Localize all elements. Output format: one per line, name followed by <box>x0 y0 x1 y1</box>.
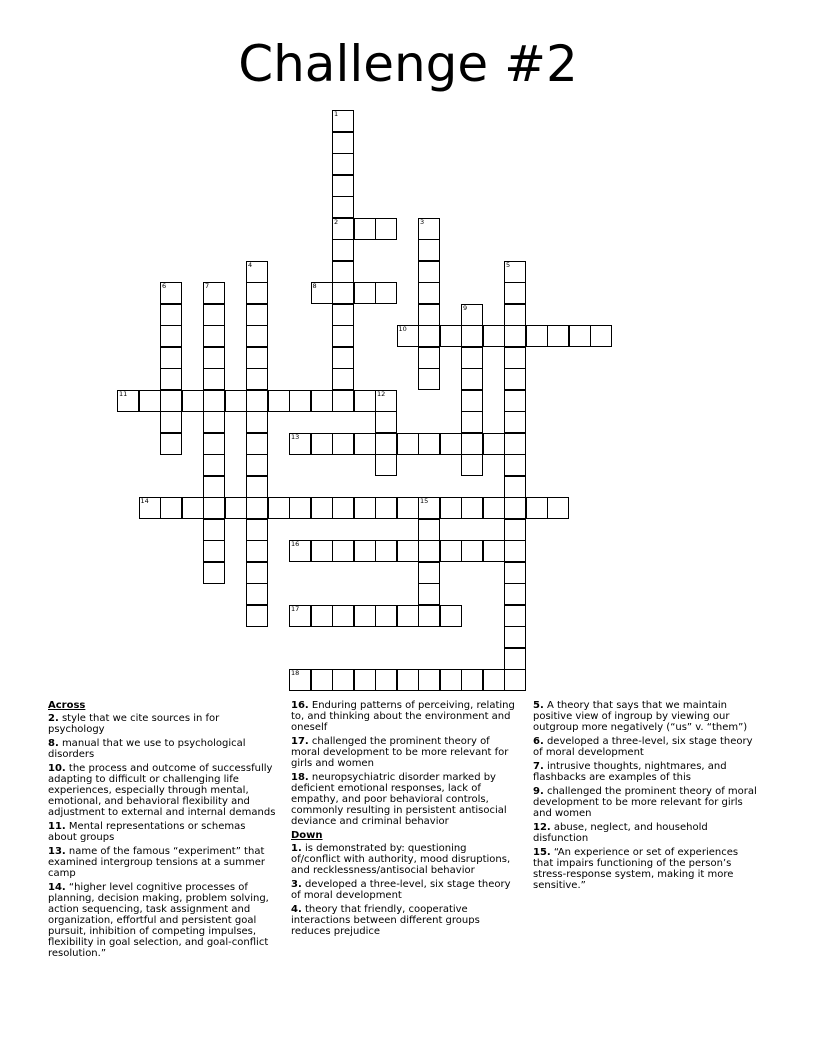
grid-cell[interactable] <box>246 325 268 347</box>
grid-cell[interactable] <box>332 433 354 455</box>
grid-cell[interactable] <box>203 540 225 562</box>
grid-cell[interactable] <box>354 390 376 412</box>
grid-cell[interactable] <box>504 669 526 691</box>
grid-cell[interactable] <box>440 497 462 519</box>
grid-cell[interactable] <box>203 562 225 584</box>
grid-cell[interactable] <box>289 605 311 627</box>
puzzle-title: Challenge #2 <box>238 35 578 93</box>
clue-number: 18 <box>291 669 300 677</box>
grid-cell[interactable] <box>332 304 354 326</box>
grid-cell[interactable] <box>461 540 483 562</box>
grid-cell[interactable] <box>160 390 182 412</box>
grid-cell[interactable] <box>332 390 354 412</box>
grid-cell[interactable] <box>311 669 333 691</box>
clue-number: 7 <box>205 282 210 290</box>
grid-cell[interactable] <box>418 261 440 283</box>
grid-cell[interactable] <box>160 325 182 347</box>
grid-cell[interactable] <box>246 261 268 283</box>
grid-cell[interactable] <box>246 497 268 519</box>
grid-cell[interactable] <box>225 390 247 412</box>
clue-across-11: 11. Mental representations or schemas about groups <box>48 821 246 843</box>
clue-number: 5 <box>506 260 511 269</box>
clue-number: 10 <box>398 325 407 333</box>
grid-cell[interactable] <box>440 540 462 562</box>
grid-cell[interactable] <box>311 497 333 519</box>
clue-across-2: 2. style that we cite sources in for psychology <box>48 713 220 735</box>
grid-cell[interactable] <box>526 497 548 519</box>
grid-cell[interactable] <box>440 433 462 455</box>
grid-cell[interactable] <box>203 454 225 476</box>
grid-cell[interactable] <box>375 669 397 691</box>
grid-cell[interactable] <box>203 347 225 369</box>
grid-cell[interactable] <box>332 540 354 562</box>
grid-cell[interactable] <box>289 669 311 691</box>
clue-number: 11 <box>119 389 128 398</box>
grid-cell[interactable] <box>246 476 268 498</box>
grid-cell[interactable] <box>483 433 505 455</box>
clue-number: 16 <box>291 540 300 548</box>
grid-cell[interactable] <box>440 605 462 627</box>
clue-down-3: 3. developed a three-level, six stage theory of moral development <box>291 879 511 901</box>
clue-number: 8 <box>312 282 317 290</box>
clue-across-8: 8. manual that we use to psychological disorders <box>48 738 246 760</box>
clue-number: 14 <box>140 497 149 505</box>
grid-cell[interactable] <box>203 433 225 455</box>
grid-cell[interactable] <box>332 218 354 240</box>
grid-cell[interactable] <box>203 519 225 541</box>
grid-cell[interactable] <box>418 304 440 326</box>
grid-cell[interactable] <box>375 540 397 562</box>
clue-down-4: 4. theory that friendly, cooperative interactions between different groups reduces prejudice <box>291 904 480 937</box>
grid-cell[interactable] <box>397 540 419 562</box>
clue-column-1 <box>48 700 276 962</box>
grid-cell[interactable] <box>160 368 182 390</box>
grid-cell[interactable] <box>332 605 354 627</box>
grid-cell[interactable] <box>504 583 526 605</box>
clue-across-14: 14. “higher level cognitive processes of planning, decision making, problem solving, action sequencing, task assignment and organization, effortful and persistent goal pursuit, inhibition of competing impulses, flexibility in goal selection, and goal-conflict resolution.” <box>48 882 269 959</box>
grid-cell[interactable] <box>246 454 268 476</box>
grid-cell[interactable] <box>461 454 483 476</box>
clue-number: 17 <box>291 604 300 613</box>
grid-cell[interactable] <box>461 497 483 519</box>
clue-number: 4 <box>248 260 253 269</box>
grid-cell[interactable] <box>246 368 268 390</box>
clue-down-5: 5. A theory that says that we maintain positive view of ingroup by viewing our outgroup more negatively (“us” v. “them”) <box>533 700 748 733</box>
grid-cell[interactable] <box>354 669 376 691</box>
clue-number: 2 <box>334 217 339 226</box>
grid-cell[interactable] <box>504 304 526 326</box>
clue-number: 15 <box>420 497 429 505</box>
grid-cell[interactable] <box>160 411 182 433</box>
grid-cell[interactable] <box>418 583 440 605</box>
grid-cell[interactable] <box>139 390 161 412</box>
grid-cell[interactable] <box>246 540 268 562</box>
grid-cell[interactable] <box>440 325 462 347</box>
grid-cell[interactable] <box>311 390 333 412</box>
grid-cell[interactable] <box>182 497 204 519</box>
grid-cell[interactable] <box>117 390 139 412</box>
grid-cell[interactable] <box>246 562 268 584</box>
grid-cell[interactable] <box>504 497 526 519</box>
grid-cell[interactable] <box>461 325 483 347</box>
grid-cell[interactable] <box>332 110 354 132</box>
grid-cell[interactable] <box>332 497 354 519</box>
grid-cell[interactable] <box>418 497 440 519</box>
grid-cell[interactable] <box>375 454 397 476</box>
grid-cell[interactable] <box>547 497 569 519</box>
grid-cell[interactable] <box>397 433 419 455</box>
grid-cell[interactable] <box>332 261 354 283</box>
grid-cell[interactable] <box>246 519 268 541</box>
clue-across-17: 17. challenged the prominent theory of moral development to be more relevant for girls and women <box>291 736 509 769</box>
grid-cell[interactable] <box>332 347 354 369</box>
grid-cell[interactable] <box>354 540 376 562</box>
clue-number: 1 <box>334 110 339 118</box>
clue-across-10: 10. the process and outcome of successfully adapting to difficult or challenging life experiences, especially through mental, emotional, and behavioral flexibility and adjustment to external and internal demands <box>48 763 276 818</box>
grid-cell[interactable] <box>526 325 548 347</box>
grid-cell[interactable] <box>332 669 354 691</box>
clue-down-9: 9. challenged the prominent theory of moral development to be more relevant for girls and women <box>533 786 757 819</box>
grid-cell[interactable] <box>461 411 483 433</box>
grid-cell[interactable] <box>504 261 526 283</box>
grid-cell[interactable] <box>547 325 569 347</box>
grid-cell[interactable] <box>418 239 440 261</box>
grid-cell[interactable] <box>440 669 462 691</box>
grid-cell[interactable] <box>418 282 440 304</box>
grid-cell[interactable] <box>504 476 526 498</box>
grid-cell[interactable] <box>418 325 440 347</box>
grid-cell[interactable] <box>160 497 182 519</box>
clue-number: 9 <box>463 303 468 312</box>
clue-across-13: 13. name of the famous “experiment” that examined intergroup tensions at a summer camp <box>48 846 265 879</box>
grid-cell[interactable] <box>160 304 182 326</box>
grid-cell[interactable] <box>375 497 397 519</box>
grid-cell[interactable] <box>418 562 440 584</box>
grid-cell[interactable] <box>375 390 397 412</box>
grid-cell[interactable] <box>461 669 483 691</box>
clue-number: 3 <box>420 217 425 226</box>
grid-cell[interactable] <box>375 218 397 240</box>
grid-cell[interactable] <box>289 497 311 519</box>
grid-cell[interactable] <box>504 605 526 627</box>
clue-down-1: 1. is demonstrated by: questioning of/conflict with authority, mood disruptions, and recklessness/antisocial behavior <box>291 843 511 876</box>
grid-cell[interactable] <box>461 347 483 369</box>
down-header: Down <box>291 830 323 841</box>
grid-cell[interactable] <box>504 390 526 412</box>
grid-cell[interactable] <box>332 282 354 304</box>
grid-cell[interactable] <box>160 347 182 369</box>
grid-cell[interactable] <box>203 282 225 304</box>
grid-cell[interactable] <box>418 347 440 369</box>
grid-cell[interactable] <box>418 605 440 627</box>
grid-cell[interactable] <box>203 325 225 347</box>
grid-cell[interactable] <box>332 196 354 218</box>
grid-cell[interactable] <box>504 562 526 584</box>
grid-cell[interactable] <box>289 540 311 562</box>
grid-cell[interactable] <box>504 411 526 433</box>
clue-down-15: 15. “An experience or set of experiences that impairs functioning of the person’s stress-response system, making it more sensitive.” <box>533 847 739 891</box>
across-header: Across <box>48 700 86 711</box>
grid-cell[interactable] <box>504 282 526 304</box>
grid-cell[interactable] <box>332 368 354 390</box>
grid-cell[interactable] <box>461 368 483 390</box>
grid-cell[interactable] <box>483 497 505 519</box>
clue-across-18: 18. neuropsychiatric disorder marked by deficient emotional responses, lack of empathy, and poor behavioral controls, commonly resulting in persistent antisocial deviance and criminal behavior <box>291 772 507 827</box>
grid-cell[interactable] <box>311 605 333 627</box>
grid-cell[interactable] <box>332 132 354 154</box>
grid-cell[interactable] <box>504 648 526 670</box>
grid-cell[interactable] <box>311 433 333 455</box>
grid-cell[interactable] <box>332 239 354 261</box>
grid-cell[interactable] <box>160 433 182 455</box>
clue-down-12: 12. abuse, neglect, and household disfunction <box>533 822 708 844</box>
clue-across-16: 16. Enduring patterns of perceiving, relating to, and thinking about the environment and oneself <box>291 700 515 733</box>
grid-cell[interactable] <box>354 433 376 455</box>
grid-cell[interactable] <box>268 390 290 412</box>
grid-cell[interactable] <box>246 583 268 605</box>
grid-cell[interactable] <box>418 669 440 691</box>
grid-cell[interactable] <box>375 605 397 627</box>
grid-cell[interactable] <box>246 304 268 326</box>
grid-cell[interactable] <box>569 325 591 347</box>
grid-cell[interactable] <box>590 325 612 347</box>
grid-cell[interactable] <box>246 347 268 369</box>
grid-cell[interactable] <box>311 540 333 562</box>
grid-cell[interactable] <box>246 433 268 455</box>
grid-cell[interactable] <box>332 175 354 197</box>
grid-cell[interactable] <box>160 282 182 304</box>
grid-cell[interactable] <box>418 218 440 240</box>
grid-cell[interactable] <box>504 540 526 562</box>
grid-cell[interactable] <box>397 325 419 347</box>
grid-cell[interactable] <box>375 433 397 455</box>
grid-cell[interactable] <box>504 519 526 541</box>
clue-number: 12 <box>377 389 386 398</box>
grid-cell[interactable] <box>332 153 354 175</box>
grid-cell[interactable] <box>203 368 225 390</box>
grid-cell[interactable] <box>139 497 161 519</box>
grid-cell[interactable] <box>504 368 526 390</box>
grid-cell[interactable] <box>397 669 419 691</box>
grid-cell[interactable] <box>354 605 376 627</box>
grid-cell[interactable] <box>375 411 397 433</box>
grid-cell[interactable] <box>418 433 440 455</box>
grid-cell[interactable] <box>504 626 526 648</box>
clue-number: 13 <box>291 432 300 441</box>
grid-cell[interactable] <box>203 497 225 519</box>
grid-cell[interactable] <box>268 497 290 519</box>
grid-cell[interactable] <box>246 411 268 433</box>
grid-cell[interactable] <box>461 390 483 412</box>
grid-cell[interactable] <box>504 454 526 476</box>
grid-cell[interactable] <box>182 390 204 412</box>
grid-cell[interactable] <box>246 390 268 412</box>
grid-cell[interactable] <box>354 497 376 519</box>
grid-cell[interactable] <box>418 368 440 390</box>
grid-cell[interactable] <box>504 325 526 347</box>
grid-cell[interactable] <box>418 540 440 562</box>
grid-cell[interactable] <box>483 325 505 347</box>
clue-column-3 <box>533 700 761 894</box>
clue-down-6: 6. developed a three-level, six stage theory of moral development <box>533 736 753 758</box>
grid-cell[interactable] <box>483 669 505 691</box>
grid-cell[interactable] <box>246 282 268 304</box>
grid-cell[interactable] <box>375 282 397 304</box>
grid-cell[interactable] <box>461 304 483 326</box>
clue-column-2 <box>291 700 519 940</box>
grid-cell[interactable] <box>289 390 311 412</box>
grid-cell[interactable] <box>311 282 333 304</box>
grid-cell[interactable] <box>332 325 354 347</box>
clue-number: 6 <box>162 282 167 290</box>
grid-cell[interactable] <box>504 433 526 455</box>
grid-cell[interactable] <box>203 476 225 498</box>
clue-down-7: 7. intrusive thoughts, nightmares, and flashbacks are examples of this <box>533 761 727 783</box>
grid-cell[interactable] <box>225 497 247 519</box>
grid-cell[interactable] <box>354 282 376 304</box>
grid-cell[interactable] <box>397 497 419 519</box>
grid-cell[interactable] <box>203 390 225 412</box>
grid-cell[interactable] <box>203 411 225 433</box>
grid-cell[interactable] <box>203 304 225 326</box>
grid-cell[interactable] <box>397 605 419 627</box>
grid-cell[interactable] <box>354 218 376 240</box>
grid-cell[interactable] <box>483 540 505 562</box>
grid-cell[interactable] <box>504 347 526 369</box>
grid-cell[interactable] <box>289 433 311 455</box>
grid-cell[interactable] <box>246 605 268 627</box>
grid-cell[interactable] <box>461 433 483 455</box>
grid-cell[interactable] <box>418 519 440 541</box>
